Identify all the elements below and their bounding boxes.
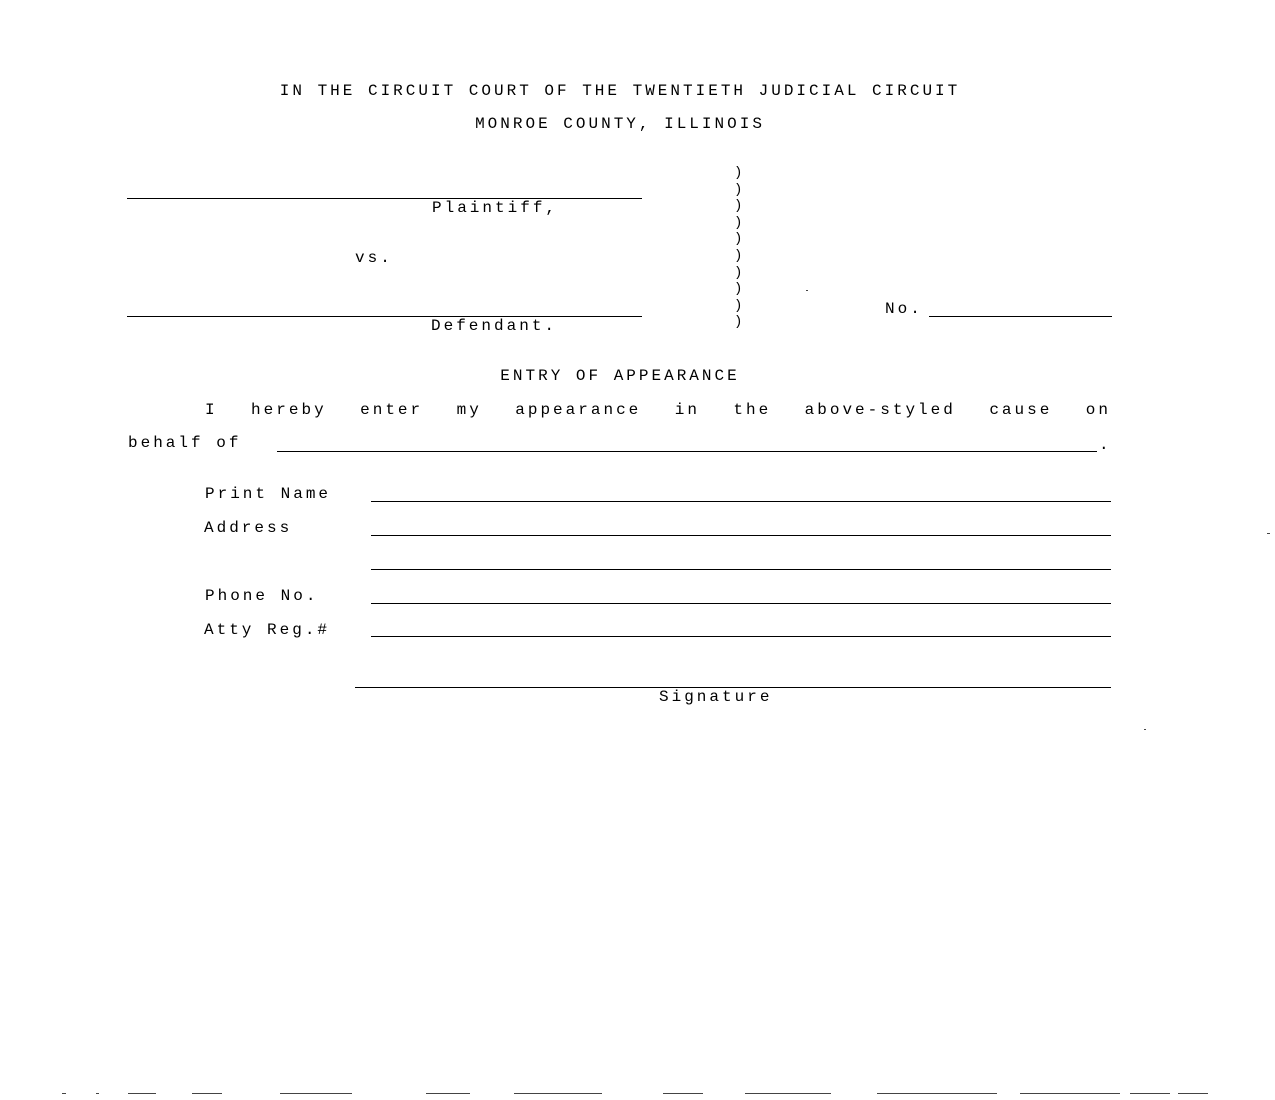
plaintiff-name-line[interactable]: [127, 198, 642, 199]
defendant-name-line[interactable]: [127, 316, 642, 317]
behalf-of-label: behalf of: [128, 434, 242, 452]
scan-speck: [806, 290, 808, 291]
case-number-label: No.: [885, 300, 923, 318]
court-heading: IN THE CIRCUIT COURT OF THE TWENTIETH JUDICIAL CIRCUIT: [279, 82, 961, 100]
address-line-1[interactable]: [371, 535, 1111, 536]
appearance-sentence: [128, 401, 1111, 419]
atty-reg-label: Atty Reg.#: [204, 621, 331, 639]
address-line-2[interactable]: [371, 569, 1111, 570]
versus-label: vs.: [355, 249, 393, 267]
appearance-sentence-text: I hereby enter my appearance in the above-styled cause on: [205, 401, 1111, 419]
caption-bracket: ) ) ) ) ) ) ) ) ) ): [734, 165, 743, 331]
case-number-line[interactable]: [929, 316, 1112, 317]
signature-label: Signature: [659, 688, 773, 706]
atty-reg-line[interactable]: [371, 636, 1111, 637]
defendant-label: Defendant.: [431, 317, 558, 335]
print-name-label: Print Name: [205, 485, 332, 503]
print-name-line[interactable]: [371, 501, 1111, 502]
plaintiff-label: Plaintiff,: [432, 199, 559, 217]
sentence-period: .: [1099, 436, 1112, 454]
behalf-of-line[interactable]: [277, 451, 1097, 452]
phone-line[interactable]: [371, 603, 1111, 604]
phone-label: Phone No.: [205, 587, 319, 605]
document-title: ENTRY OF APPEARANCE: [500, 367, 740, 385]
county-heading: MONROE COUNTY, ILLINOIS: [475, 115, 765, 133]
address-label: Address: [204, 519, 293, 537]
